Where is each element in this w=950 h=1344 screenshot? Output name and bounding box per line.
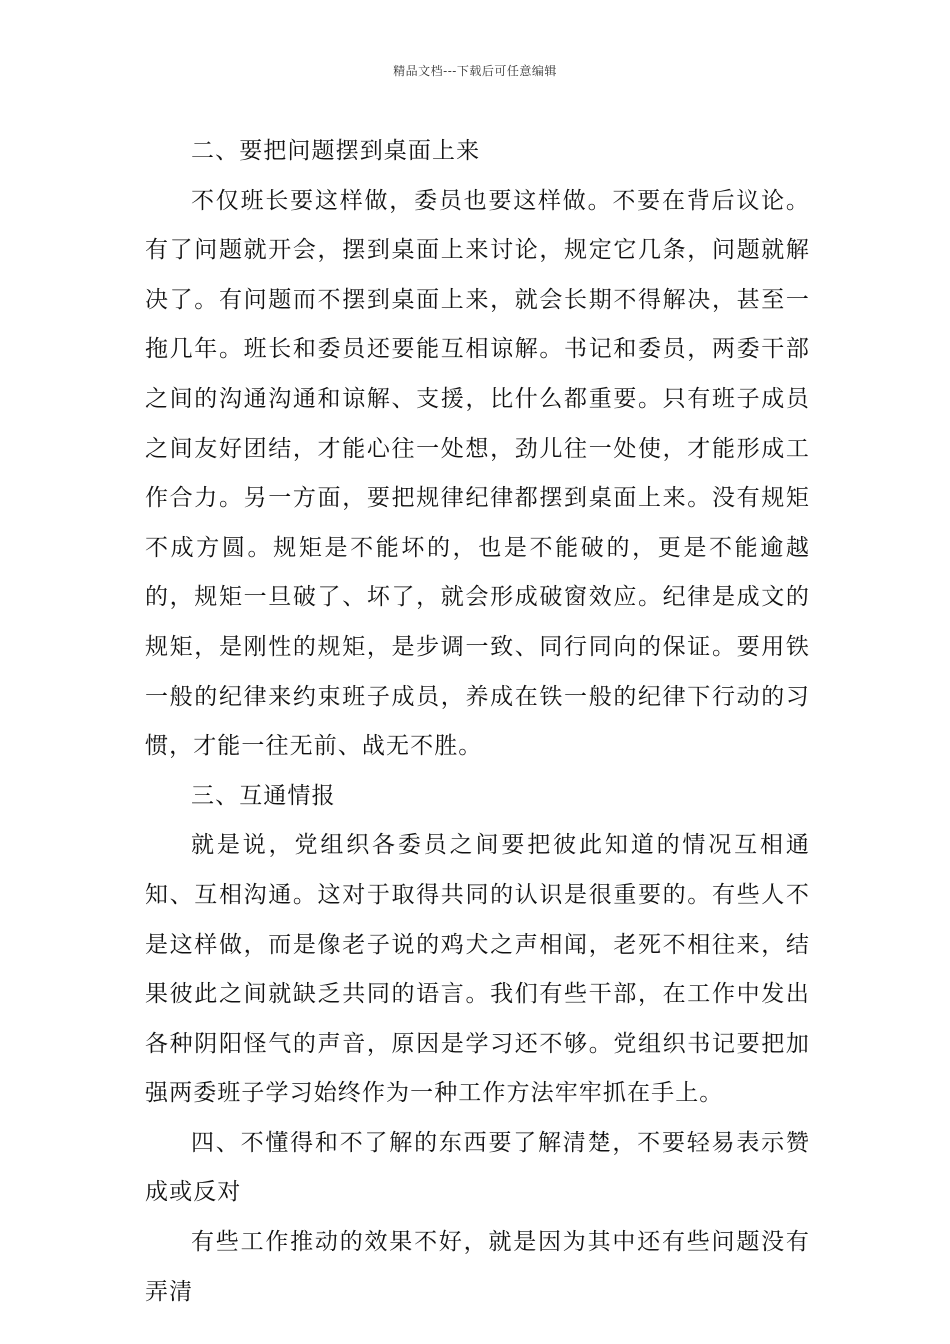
section-heading-3: 三、互通情报 (191, 782, 336, 809)
page-header: 精品文档---下载后可任意编辑 (393, 64, 557, 78)
paragraph: 就是说，党组织各委员之间要把彼此知道的情况互相通知、互相沟通。这对于取得共同的认识是很重要的。有些人不是这样做，而是像老子说的鸡犬之声相闻，老死不相往来，结果彼此之间就缺乏共同的语言。我们有些干部，在工作中发出各种阴阳怪气的声音，原因是学习还不够。党组织书记要把加强两委班子学习始终作为一种工作方法牢牢抓在手上。 (145, 832, 810, 1107)
section-heading-4: 四、不懂得和不了解的东西要了解清楚，不要轻易表示赞成或反对 (145, 1129, 810, 1206)
document-body (145, 127, 810, 1317)
paragraph: 不仅班长要这样做，委员也要这样做。不要在背后议论。有了问题就开会，摆到桌面上来讨论，规定它几条，问题就解决了。有问题而不摆到桌面上来，就会长期不得解决，甚至一拖几年。班长和委员还要能互相谅解。书记和委员，两委干部之间的沟通沟通和谅解、支援，比什么都重要。只有班子成员之间友好团结，才能心往一处想，劲儿往一处使，才能形成工作合力。另一方面，要把规律纪律都摆到桌面上来。没有规矩不成方圆。规矩是不能坏的，也是不能破的，更是不能逾越的，规矩一旦破了、坏了，就会形成破窗效应。纪律是成文的规矩，是刚性的规矩，是步调一致、同行同向的保证。要用铁一般的纪律来约束班子成员，养成在铁一般的纪律下行动的习惯，才能一往无前、战无不胜。 (145, 187, 810, 760)
paragraph: 有些工作推动的效果不好，就是因为其中还有些问题没有弄清 (145, 1229, 810, 1305)
section-heading-2: 二、要把问题摆到桌面上来 (191, 138, 481, 164)
